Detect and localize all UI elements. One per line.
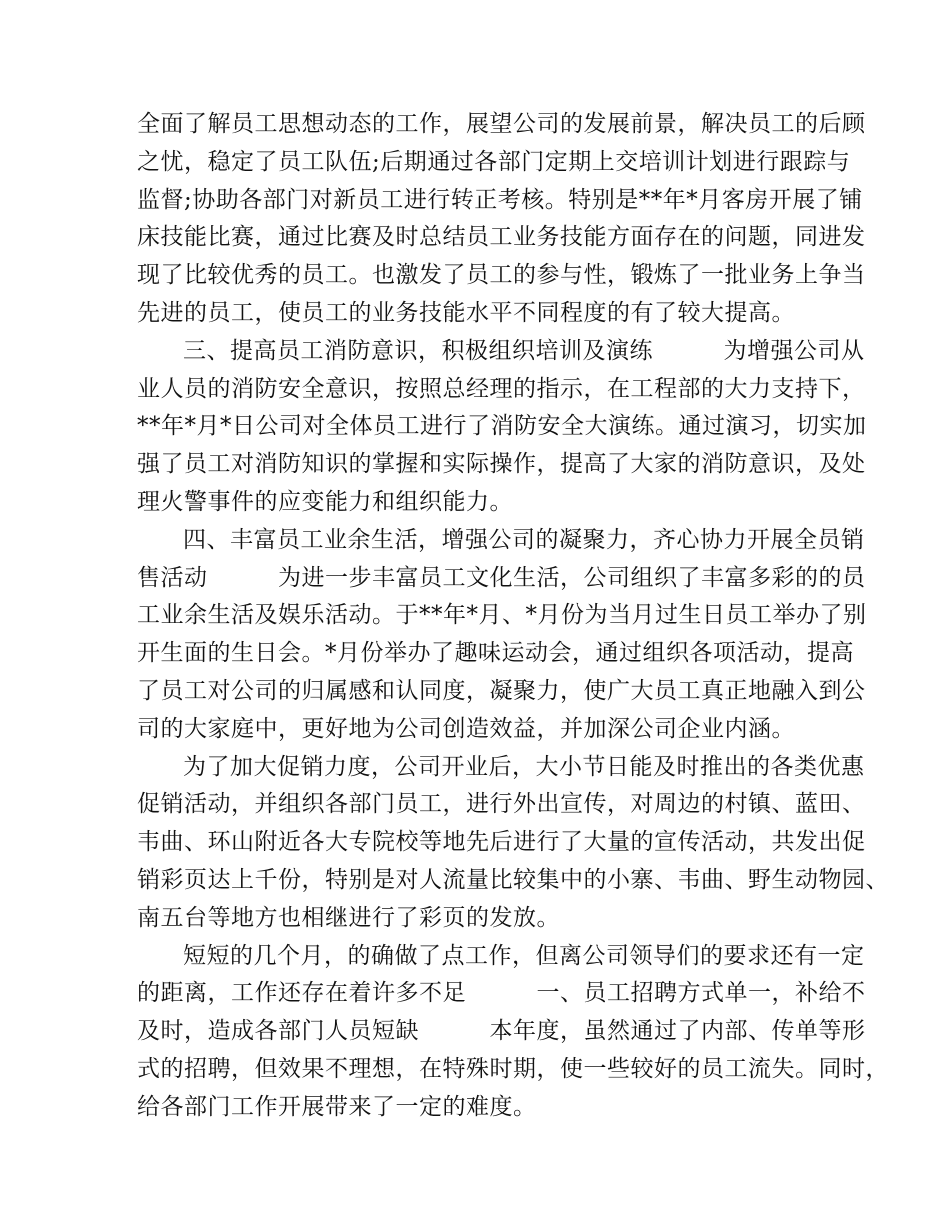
text-line: 之忧，稳定了员工队伍;后期通过各部门定期上交培训计划进行跟踪与 bbox=[137, 148, 851, 175]
text-line: 工业余生活及娱乐活动。于**年*月、*月份为当月过生日员工举办了别 bbox=[137, 602, 867, 629]
text-line: 销彩页达上千份，特别是对人流量比较集中的小寨、韦曲、野生动物园、 bbox=[137, 866, 889, 893]
document-body bbox=[137, 106, 889, 1127]
text-line: 全面了解员工思想动态的工作，展望公司的发展前景，解决员工的后顾 bbox=[137, 111, 866, 137]
text-line: 促销活动，并组织各部门员工，进行外出宣传，对周边的村镇、蓝田、 bbox=[137, 791, 866, 818]
text-line: 床技能比赛，通过比赛及时总结员工业务技能方面存在的问题，同进发 bbox=[137, 224, 866, 251]
text-line: 三、提高员工消防意识，积极组织培训及演练 为增强公司从 bbox=[183, 337, 865, 364]
text-line: 为了加大促销力度，公司开业后，大小节日能及时推出的各类优惠 bbox=[183, 753, 865, 780]
text-line: 理火警事件的应变能力和组织能力。 bbox=[137, 488, 513, 515]
text-line: 韦曲、环山附近各大专院校等地先后进行了大量的宣传活动，共发出促 bbox=[137, 829, 866, 856]
text-line: 南五台等地方也相继进行了彩页的发放。 bbox=[137, 904, 560, 931]
text-line: 了员工对公司的归属感和认同度，凝聚力，使广大员工真正地融入到公 bbox=[137, 677, 866, 704]
text-line: 司的大家庭中，更好地为公司创造效益，并加深公司企业内涵。 bbox=[137, 715, 795, 742]
text-line: 强了员工对消防知识的掌握和实际操作，提高了大家的消防意识，及处 bbox=[137, 451, 866, 478]
text-line: 业人员的消防安全意识，按照总经理的指示，在工程部的大力支持下， bbox=[137, 375, 866, 402]
text-line: 监督;协助各部门对新员工进行转正考核。特别是**年*月客房开展了铺 bbox=[137, 186, 863, 213]
text-line: 开生面的生日会。*月份举办了趣味运动会，通过组织各项活动，提高 bbox=[137, 640, 854, 667]
text-line: 售活动 为进一步丰富员工文化生活，公司组织了丰富多彩的的员 bbox=[137, 564, 866, 591]
text-line: 短短的几个月，的确做了点工作，但离公司领导们的要求还有一定 bbox=[183, 942, 865, 969]
text-line: 及时，造成各部门人员短缺 本年度，虽然通过了内部、传单等形 bbox=[137, 1018, 866, 1045]
text-line: 给各部门工作开展带来了一定的难度。 bbox=[137, 1093, 537, 1120]
text-line: 现了比较优秀的员工。也激发了员工的参与性，锻炼了一批业务上争当 bbox=[137, 262, 866, 289]
text-line: **年*月*日公司对全体员工进行了消防安全大演练。通过演习，切实加 bbox=[137, 413, 867, 440]
text-line: 先进的员工，使员工的业务技能水平不同程度的有了较大提高。 bbox=[137, 299, 795, 326]
text-line: 的距离，工作还存在着许多不足 一、员工招聘方式单一，补给不 bbox=[137, 980, 866, 1007]
text-line: 式的招聘，但效果不理想，在特殊时期，使一些较好的员工流失。同时， bbox=[137, 1055, 889, 1082]
text-line: 四、丰富员工业余生活，增强公司的凝聚力，齐心协力开展全员销 bbox=[183, 526, 865, 553]
